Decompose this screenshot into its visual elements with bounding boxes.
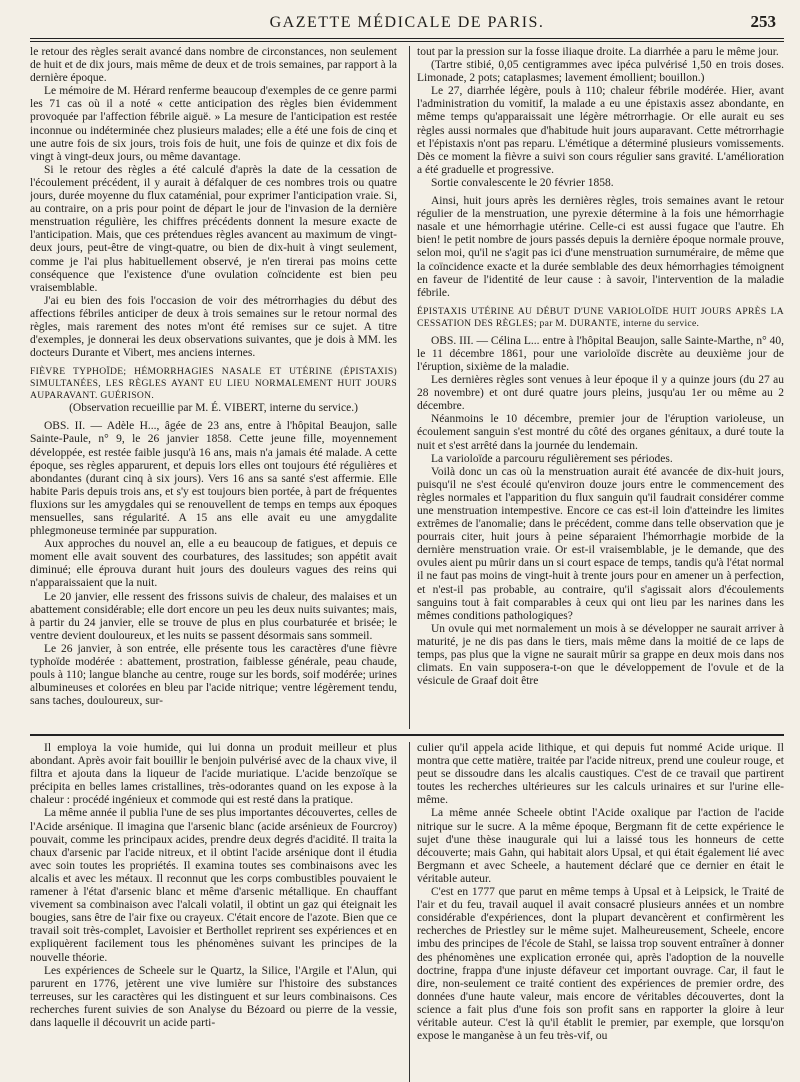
- right-column-lower: [417, 742, 784, 1082]
- journal-title: GAZETTE MÉDICALE DE PARIS.: [269, 14, 545, 31]
- paragraph: Voilà donc un cas où la menstruation aurait été avancée de dix-huit jours, puisqu'il ne s'est écoulé qu'environ douze jours entre le commencement des règles normales et l'apparition du flux sanguin qu'il faudrait considérer comme une menstruation intempestive. Encore ce cas est-il loin d'atteindre les limites extrêmes de l'anomalie; dans le précédent, comme dans telle observation que je pourrais citer, huit jours à peine séparaient l'hémorrhagie morbide de la dernière menstruation vraie. Or est-il vraisemblable, je le demande, que des ovules aient pu mûrir dans un si court espace de temps, tandis qu'à l'état normal il ne faut pas moins de vingt-huit à trente jours pour en amener un à perfection, et n'est-il pas probable, au contraire, qu'il s'agissait alors d'écoulements sanguins tout à fait comparables à ceux qui ont lieu par les narines dans les mêmes conditions pathologiques?: [417, 465, 784, 622]
- header-rule: [30, 38, 784, 42]
- left-column-upper: [30, 46, 397, 729]
- page-number: 253: [750, 12, 776, 31]
- column-divider: [409, 46, 410, 729]
- section-rule: [30, 734, 784, 736]
- observation-heading: ÉPISTAXIS UTÉRINE AU DÉBUT D'UNE VARIOLOÏDE HUIT JOURS APRÈS LA CESSATION DES RÈGLES; par M. DURANTE, interne du service.: [417, 305, 784, 329]
- paragraph: Sortie convalescente le 20 février 1858.: [431, 176, 614, 189]
- right-column-upper: [417, 46, 784, 729]
- upper-section: [30, 46, 784, 729]
- paragraph: Le 27, diarrhée légère, pouls à 110; chaleur fébrile modérée. Hier, avant l'administration du vomitif, la malade a eu une épistaxis assez abondante, en même temps qu'apparaissait une légère métrorrhagie. Or elle aurait eu ses règles aussi normales que d'habitude huit jours auparavant. Cette métrorrhagie et l'épistaxis n'ont pas reparu. L'émétique a déterminé plusieurs vomissements. Dès ce moment la fièvre a suivi son cours régulier sans gravité. L'amélioration a été graduelle et progressive.: [417, 85, 784, 176]
- paragraph: Il employa la voie humide, qui lui donna un produit meilleur et plus abondant. Après avoir fait bouillir le benjoin pulvérisé avec de la chaux vive, il filtra et ajouta dans la liqueur de l'acide muriatique. L'acide benzoïque se précipita en belles lames cristallines, très-odorantes quand on les expose à la chaleur : procédé ingénieux et commode qui est resté dans la pratique.: [30, 742, 397, 807]
- page-header: [30, 10, 784, 38]
- paragraph: le retour des règles serait avancé dans nombre de circonstances, non seulement de huit et de dix jours, mais même de deux et de trois semaines, par rapport à la dernière époque.: [30, 46, 397, 85]
- paragraph: La varioloïde a parcouru régulièrement ses périodes.: [431, 452, 673, 465]
- paragraph: Si le retour des règles a été calculé d'après la date de la cessation de l'écoulement précédent, il y aurait à défalquer de ces nombres trois ou quatre jours, durée moyenne du flux cataménial, pour exprimer l'anticipation vraie. Si, au contraire, on a pris pour point de départ le jour de l'invasion de la dernière menstruation régulière, les chiffres précédents donnent la mesure exacte de l'anticipation. Mais, que ces prétendues règles avancent au maximum de vingt-deux jours, peut-être de vingt-quatre, ou bien de dix-huit à vingt seulement, comme je l'ai plus habituellement observé, je n'en tirerai pas moins cette conséquence que l'existence d'une ovulation coïncidente est bien peu vraisemblable.: [30, 163, 397, 294]
- paragraph: Les expériences de Scheele sur le Quartz, la Silice, l'Argile et l'Alun, qui parurent en 1776, jetèrent une vive lumière sur l'histoire des substances terreuses, sur les caractères qui les distinguent et sur leurs combinaisons. Ces recherches furent suivies de son Analyse du Bézoard ou pierre de la vessie, dans laquelle il découvrit un acide parti-: [30, 964, 397, 1029]
- paragraph: Le 20 janvier, elle ressent des frissons suivis de chaleur, des malaises et un abattement considérable; elle dort encore un peu les deux nuits suivantes; mais, à partir du 24 janvier, elle se trouve de plus en plus courbaturée et brisée; le ventre devient douloureux, et les nuits se passent désormais sans sommeil.: [30, 590, 397, 642]
- left-column-lower: [30, 742, 397, 1082]
- column-divider: [409, 742, 410, 1082]
- observation-heading: FIÈVRE TYPHOÏDE; HÉMORRHAGIES NASALE ET UTÉRINE (ÉPISTAXIS) SIMULTANÉES, LES RÈGLES AYANT EU LIEU NORMALEMENT HUIT JOURS AUPARAVANT. GUÉRISON.: [30, 366, 397, 402]
- paragraph: La même année il publia l'une de ses plus importantes découvertes, celles de l'Acide arsénique. Il imagina que l'arsenic blanc (acide arsénieux de Fourcroy) pouvait, comme les principaux acides, prendre deux degrés d'acidité. Il traita la chaux d'arsenic par l'acide nitreux, et il obtint l'acide arsénique dont il étudia avec soin toutes les propriétés. Il examina toutes ses combinaisons avec les alcalis et avec les métaux. Il reconnut que les corps combustibles pouvaient le ramener à l'état d'arsenic blanc et même d'arsenic métallique. En chauffant vivement sa combinaison avec l'alcali volatil, il obtint un gaz qui éteignait les bougies, sans être de l'air fixe ou crayeux. C'était encore de l'azote. Bien que ce travail soit très-complet, Lavoisier et Berthollet reprirent ses expériences et en expliquèrent facilement tous les phénomènes suivant les principes de la nouvelle théorie.: [30, 807, 397, 964]
- paragraph: OBS. II. — Adèle H..., âgée de 23 ans, entre à l'hôpital Beaujon, salle Sainte-Paule, n° 9, le 26 janvier 1858. Cette jeune fille, moyennement développée, est restée faible jusqu'à 16 ans, mais n'a jamais été malade. A cette époque, ses règles apparurent, et depuis lors elles ont toujours été régulières et abondantes (durant cinq à six jours). Vers 16 ans sa santé s'est affermie. Elle habite Paris depuis trois ans, et s'y est toujours bien portée, à part de fréquentes fluxions sur les amygdales qui se renouvellent de temps en temps aux époques mensuelles, sans régularité. A 15 ans elle avait eu une amygdalite phlegmoneuse terminée par suppuration.: [30, 420, 397, 538]
- paragraph: Les dernières règles sont venues à leur époque il y a quinze jours (du 27 au 28 novembre) et ont duré quatre jours pleins, jusqu'au 1er ou même au 2 décembre.: [417, 374, 784, 413]
- paragraph: Aux approches du nouvel an, elle a eu beaucoup de fatigues, et depuis ce moment elle avait souvent des courbatures, des lassitudes; son appétit avait diminué; elle éprouva durant huit jours des douleurs vagues des reins qui n'apparaissaient que la nuit.: [30, 538, 397, 590]
- paragraph: (Tartre stibié, 0,05 centigrammes avec ipéca pulvérisé 1,50 en trois doses. Limonade, 2 pots; cataplasmes; lavement émollient; bouillon.): [417, 59, 784, 85]
- paragraph: Ainsi, huit jours après les dernières règles, trois semaines avant le retour régulier de la menstruation, une pyrexie détermine à la fois une hémorrhagie nasale et une hémorrhagie utérine. Celle-ci est aussi fugace que l'autre. Eh bien! le petit nombre de jours passés depuis la dernière époque normale prouve, selon moi, qu'il ne s'agit pas ici d'une menstruation surnuméraire, de même que la coïncidence exacte et la durée semblable des deux hémorrhagies témoignent en faveur de l'identité de leur cause : à savoir, l'intervention de la maladie fébrile.: [417, 195, 784, 299]
- paragraph: La même année Scheele obtint l'Acide oxalique par l'action de l'acide nitrique sur le sucre. A la même époque, Bergmann fit de cette expérience le sujet d'une thèse inaugurale qui lui a laissé tous les honneurs de cette découverte; mais Gahn, qui habitait alors Upsal, et qui était également lié avec Bergmann et avec Scheele, a hautement déclaré que ce dernier en était le véritable auteur.: [417, 807, 784, 885]
- paragraph: Néanmoins le 10 décembre, premier jour de l'éruption varioleuse, un écoulement sanguin s'est montré du côté des organes génitaux, a duré toute la nuit et s'est arrêté dans la journée du lendemain.: [417, 413, 784, 452]
- paragraph: tout par la pression sur la fosse iliaque droite. La diarrhée a paru le même jour.: [417, 46, 779, 58]
- paragraph: Un ovule qui met normalement un mois à se développer ne saurait arriver à maturité, je ne dis pas dans le tiers, mais même dans la moitié de ce laps de temps, pas plus que la vigne ne saurait mûrir sa grappe en deux mois dans nos climats. En vain supposera-t-on que le développement de l'ovule et de la vésicule de Graaf doit être: [417, 622, 784, 688]
- feuilleton-section: [30, 742, 784, 1082]
- observation-credit: (Observation recueillie par M. É. VIBERT, interne du service.): [69, 402, 358, 415]
- paragraph: Le mémoire de M. Hérard renferme beaucoup d'exemples de ce genre parmi les 71 cas où il a noté « cette anticipation des règles bien évidemment provoquée par l'affection fébrile aiguë. » La mesure de l'anticipation est restée inconnue ou indéterminée chez plusieurs malades; elle a été une fois de cinq et une autre fois de six jours, trois fois de huit, une fois de quinze et dix fois de vingt à vingt-deux jours, ou même davantage.: [30, 85, 397, 163]
- paragraph: C'est en 1777 que parut en même temps à Upsal et à Leipsick, le Traité de l'air et du feu, travail auquel il avait consacré plusieurs années et un nombre considérable d'expériences, dont la plupart devancèrent et confirmèrent les recherches de Priestley sur le même sujet. Malheureusement, Scheele, encore imbu des principes de l'école de Stahl, se laissa trop souvent entraîner à donner des phénomènes une explication erronée qui, après l'adoption de la nouvelle doctrine, frappa d'une injuste défaveur cet important ouvrage. Car, il faut le dire, non-seulement ce traité contient des expériences de premier ordre, des données d'une haute valeur, mais encore de véritables découvertes, dont la science a fait plus d'une fois son profit sans en rapporter la gloire à leur véritable auteur. C'est là qu'il établit le premier, par exemple, que lorsqu'on expose le manganèse à un feu très-vif, ou: [417, 886, 784, 1043]
- paragraph: J'ai eu bien des fois l'occasion de voir des métrorrhagies du début des affections fébriles anticiper de deux à trois semaines sur le retour normal des règles, mais rarement des notes m'ont été remises sur ce sujet. A titre d'exemples, je donnerai les deux observations suivantes, que je dois à MM. les docteurs Durante et Vibert, mes anciens internes.: [30, 294, 397, 360]
- paragraph: OBS. III. — Célina L... entre à l'hôpital Beaujon, salle Sainte-Marthe, n° 40, le 11 décembre 1861, pour une varioloïde discrète au deuxième jour de l'éruption, sixième de la maladie.: [417, 334, 784, 373]
- paragraph: Le 26 janvier, à son entrée, elle présente tous les caractères d'une fièvre typhoïde modérée : abattement, prostration, faiblesse générale, peau chaude, pouls à 110; langue blanche au centre, rouge sur les bords, soif modérée; urines albumineuses et colorées en bleu par l'acide nitrique; ventre légèrement tendu, sans taches, douloureux, sur-: [30, 642, 397, 708]
- paragraph: culier qu'il appela acide lithique, et qui depuis fut nommé Acide urique. Il montra que cette matière, traitée par l'acide nitreux, prend une couleur rouge, et peut se dissoudre dans les alcalis caustiques. C'est de ce travail que partirent toutes les recherches ultérieures sur les calculs urinaires et sur l'urine elle-même.: [417, 742, 784, 807]
